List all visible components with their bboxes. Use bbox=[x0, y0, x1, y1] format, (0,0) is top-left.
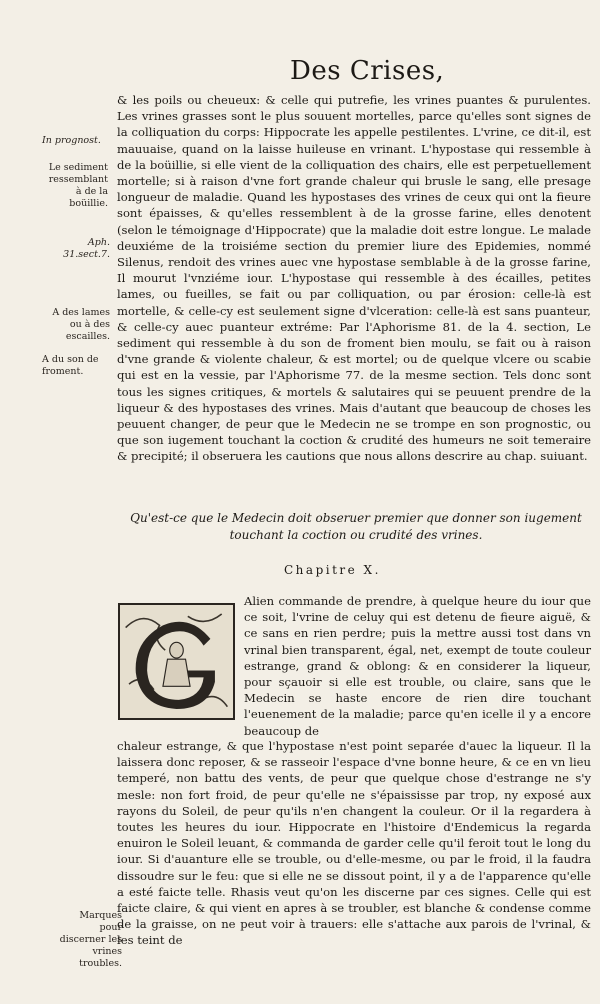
main-text-block bbox=[117, 92, 591, 465]
margin-note-marques: Marques pour discerner les vrines troubles. bbox=[59, 910, 122, 969]
chapter-title: Chapitre X. bbox=[284, 563, 381, 577]
chapter-text-full-width bbox=[117, 738, 591, 949]
main-paragraph: & les poils ou cheueux: & celle qui putrefie, les vrines puantes & purulentes. Les vrines grasses sont le plus souuent mortelles, parce qu'elles sont signes de la colliquation du corps: Hippocrate les appelle pestilentes. L'vrine, ce dit-il, est mauuaise, quand on la laisse huileuse en vrinant. L'hypostase qui ressemble à de la boüillie, si elle vient de la colliquation des chairs, elle est perpetuellement mortelle; si à raison d'vne fort grande chaleur qui brusle le sang, elle presage longueur de maladie. Quand les hypostases des vrines de ceux qui ont la fieure sont épaisses, & qu'elles ressemblent à de la grosse farine, elles denotent (selon le témoignage d'Hippocrate) que la maladie doit estre longue. Le malade deuxiéme de la troisiéme section du premier liure des Epidemies, nommé Silenus, rendoit des vrines auec vne hypostase semblable à de la grosse farine, Il mourut l'vnziéme iour. L'hypostase qui ressemble à des écailles, petites lames, ou fueilles, se fait ou par colliquation, ou par érosion: celle-là est mortelle, & celle-cy est seulement signe d'vlceration: celle-là est sans puanteur, & celle-cy auec puanteur extréme: Par l'Aphorisme 81. de la 4. section, Le sediment qui ressemble à du son de froment bien moulu, se fait ou à raison d'vne grande & violente chaleur, & est mortel; ou de quelque vlcere ou scabie qui est en la vessie, par l'Aphorisme 77. de la mesme section. Tels donc sont tous les signes critiques, & mortels & salutaires qui se peuuent prendre de la liqueur & des hypostases des vrines. Mais d'autant que beaucoup de choses les peuuent changer, de peur que le Medecin ne se trompe en son prognostic, ou que son iugement touchant la coction & crudité des humeurs ne soit temeraire & precipité; il obseruera les cautions que nous allons descrire au chap. suiuant. bbox=[117, 93, 591, 464]
chapter-continued-text: chaleur estrange, & que l'hypostase n'est point separée d'auec la liqueur. Il la laissera donc reposer, & se rasseoir l'espace d'vne bonne heure, & ce en vn lieu temperé, non battu des vents, de peur que quelque chose d'estrange ne s'y mesle: non fort froid, de peur qu'elle ne s'épaississe par trop, ny exposé aux rayons du Soleil, de peur qu'ils n'en changent la couleur. Or il la regardera à toutes les heures du iour. Hippocrate en l'histoire d'Endemicus la regarda enuiron le Soleil leuant, & commanda de garder celle qu'il feroit tout le long du iour. Si d'auanture elle se trouble, ou d'elle-mesme, ou par le froid, il la faudra dissoudre sur le feu: que si elle ne se dissout point, il y a de l'apparence qu'elle a esté faicte telle. Rhasis veut qu'on les discerne par ces signes. Celle qui est faicte claire, & qui vient en apres à se troubler, est blanche & condense comme de la graisse, on ne peut voir à trauers: elle s'attache aux parois de l'vrinal, & les teint de bbox=[117, 739, 591, 948]
margin-note-aphorism: Aph. 31.sect.7. bbox=[63, 237, 110, 260]
margin-note-prognost: In prognost. bbox=[42, 135, 101, 146]
historiated-initial-icon bbox=[118, 603, 235, 720]
running-header: Des Crises, bbox=[290, 56, 445, 86]
chapter-text-beside-initial bbox=[244, 593, 591, 739]
chapter-opening-text: Alien commande de prendre, à quelque heure du iour que ce soit, l'vrine de celuy qui est detenu de fieure aiguë, & ce sans en rien perdre; puis la mettre aussi tost dans vn vrinal bien transparent, égal, net, exempt de toute couleur estrange, grand & oblong: & en considerer la liqueur, pour sçauoir si elle est trouble, ou claire, sans que le Medecin se haste encore de rien dire touchant l'euenement de la maladie; parce qu'en icelle il y a encore beaucoup de bbox=[244, 594, 591, 738]
initial-g-icon bbox=[120, 605, 233, 718]
section-heading: Qu'est-ce que le Medecin doit obseruer premier que donner son iugement touchant la coction ou crudité des vrines. bbox=[130, 511, 582, 542]
margin-note-son: A du son de froment. bbox=[42, 354, 99, 377]
margin-note-lames: A des lames ou à des escailles. bbox=[52, 307, 110, 342]
margin-note-sediment: Le sediment ressemblant à de la boüillie. bbox=[48, 162, 108, 209]
